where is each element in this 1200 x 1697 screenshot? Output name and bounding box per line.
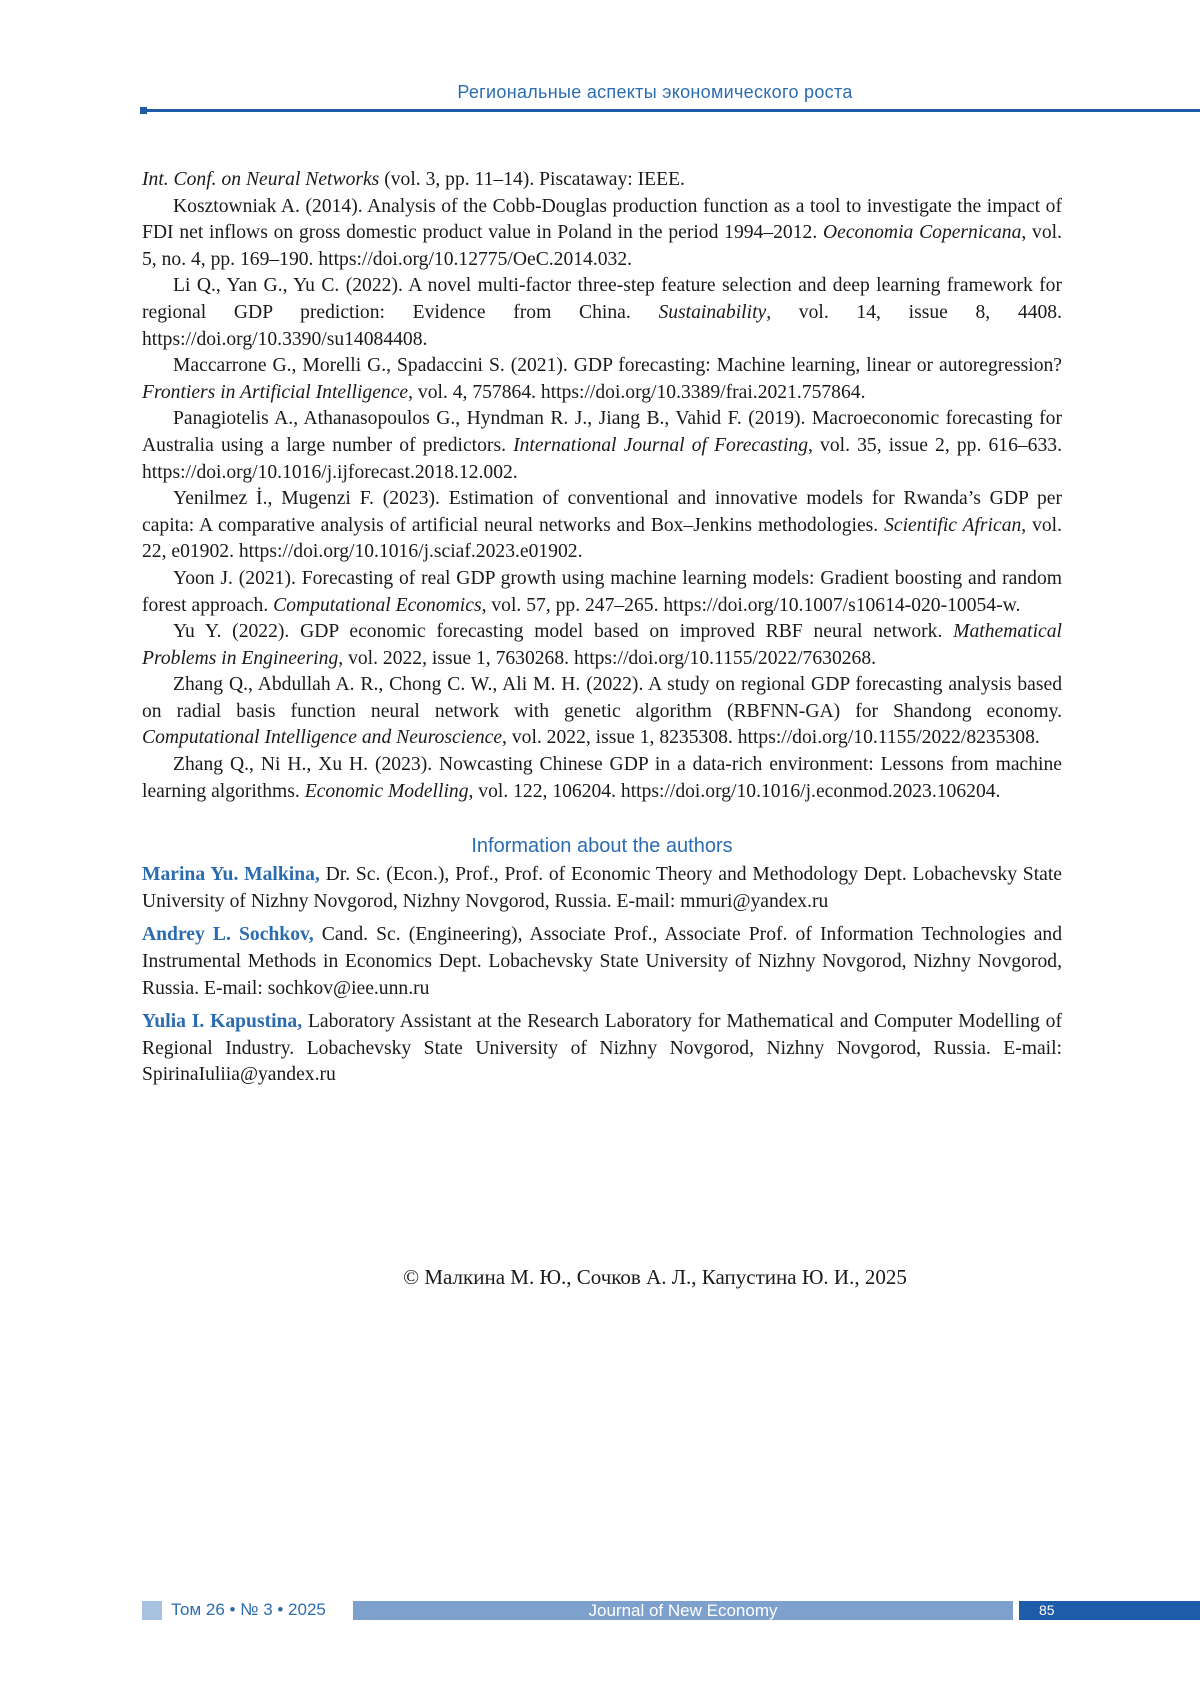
- reference-item: Li Q., Yan G., Yu C. (2022). A novel multi-factor three-step feature selection and deep learning framework for regional GDP prediction: Evidence from China. Sustainability, vol. 14, issue 8, 4408. https://doi.org/10.3390/su14084408.: [142, 273, 1062, 353]
- running-header: Региональные аспекты экономического роста: [0, 82, 1200, 103]
- reference-item: Panagiotelis A., Athanasopoulos G., Hyndman R. J., Jiang B., Vahid F. (2019). Macroeconomic forecasting for Australia using a large number of predictors. International Journal of Forecasting, vol. 35, issue 2, pp. 616–633. https://doi.org/10.1016/j.ijforecast.2018.12.002.: [142, 406, 1062, 486]
- header-rule: [142, 109, 1200, 112]
- author-info: Laboratory Assistant at the Research Laboratory for Mathematical and Computer Modelling of Regional Industry. Lobachevsky State University of Nizhny Novgorod, Nizhny Novgorod, Russia. E-mail: SpirinaIuliia@yandex.ru: [142, 1011, 1062, 1085]
- author-entry: [142, 862, 1062, 915]
- reference-item: Yoon J. (2021). Forecasting of real GDP growth using machine learning models: Gradient boosting and random forest approach. Computational Economics, vol. 57, pp. 247–265. https://doi.org/10.1007/s10614-020-10054-w.: [142, 566, 1062, 619]
- reference-item: Int. Conf. on Neural Networks (vol. 3, pp. 11–14). Piscataway: IEEE.: [142, 167, 1062, 194]
- page-content: [142, 167, 1062, 1096]
- reference-item: Yu Y. (2022). GDP economic forecasting model based on improved RBF neural network. Mathematical Problems in Engineering, vol. 2022, issue 1, 7630268. https://doi.org/10.1155/2022/7630268.: [142, 619, 1062, 672]
- footer-square: [142, 1601, 162, 1620]
- reference-item: Kosztowniak A. (2014). Analysis of the Cobb-Douglas production function as a tool to investigate the impact of FDI net inflows on gross domestic product value in Poland in the period 1994–2012. Oeconomia Copernicana, vol. 5, no. 4, pp. 169–190. https://doi.org/10.12775/OeC.2014.032.: [142, 194, 1062, 274]
- author-entry: [142, 922, 1062, 1002]
- reference-item: Yenilmez İ., Mugenzi F. (2023). Estimation of conventional and innovative models for Rwanda’s GDP per capita: A comparative analysis of artificial neural networks and Box–Jenkins methodologies. Scientific African, vol. 22, e01902. https://doi.org/10.1016/j.sciaf.2023.e01902.: [142, 486, 1062, 566]
- copyright-notice: © Малкина М. Ю., Сочков А. Л., Капустина Ю. И., 2025: [0, 1265, 1200, 1290]
- author-info: Dr. Sc. (Econ.), Prof., Prof. of Economic Theory and Methodology Dept. Lobachevsky State University of Nizhny Novgorod, Nizhny Novgorod, Russia. E-mail: mmuri@yandex.ru: [142, 864, 1062, 912]
- page-footer: [0, 1599, 1200, 1623]
- author-list: [142, 862, 1062, 1089]
- footer-issue: Том 26 • № 3 • 2025: [171, 1600, 326, 1620]
- author-info: Cand. Sc. (Engineering), Associate Prof., Associate Prof. of Information Technologies and Instrumental Methods in Economics Dept. Lobachevsky State University of Nizhny Novgorod, Nizhny Novgorod, Russia. E-mail: sochkov@iee.unn.ru: [142, 924, 1062, 998]
- reference-item: Zhang Q., Ni H., Xu H. (2023). Nowcasting Chinese GDP in a data-rich environment: Lessons from machine learning algorithms. Economic Modelling, vol. 122, 106204. https://doi.org/10.1016/j.econmod.2023.106204.: [142, 752, 1062, 805]
- page-number: 85: [1019, 1601, 1200, 1620]
- authors-heading: Information about the authors: [142, 833, 1062, 859]
- reference-list: [142, 167, 1062, 805]
- reference-item: Zhang Q., Abdullah A. R., Chong C. W., Ali M. H. (2022). A study on regional GDP forecasting analysis based on radial basis function neural network with genetic algorithm (RBFNN-GA) for Shandong economy. Computational Intelligence and Neuroscience, vol. 2022, issue 1, 8235308. https://doi.org/10.1155/2022/8235308.: [142, 672, 1062, 752]
- author-entry: [142, 1009, 1062, 1089]
- reference-item: Maccarrone G., Morelli G., Spadaccini S. (2021). GDP forecasting: Machine learning, linear or autoregression? Frontiers in Artificial Intelligence, vol. 4, 757864. https://doi.org/10.3389/frai.2021.757864.: [142, 353, 1062, 406]
- author-name: Marina Yu. Malkina,: [142, 864, 320, 885]
- author-name: Andrey L. Sochkov,: [142, 924, 314, 945]
- author-name: Yulia I. Kapustina,: [142, 1011, 302, 1032]
- footer-journal-name: Journal of New Economy: [353, 1601, 1013, 1620]
